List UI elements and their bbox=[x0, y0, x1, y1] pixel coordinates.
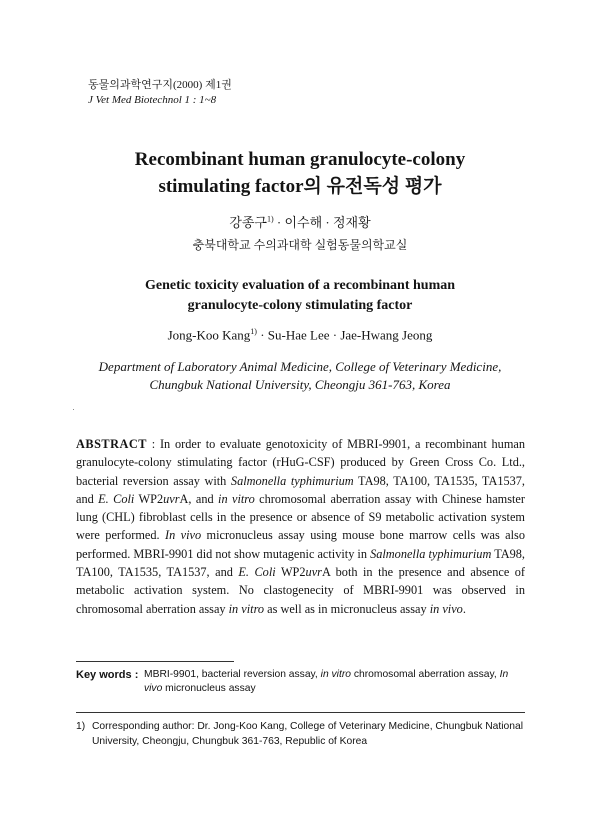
title-english bbox=[0, 276, 600, 316]
abstract-italic: uvr bbox=[305, 565, 322, 580]
abstract-text: . bbox=[462, 601, 466, 616]
author-first-en: Jong-Koo Kang bbox=[167, 327, 251, 343]
journal-citation bbox=[88, 78, 232, 108]
abstract-italic: E. Coli bbox=[238, 565, 276, 580]
abstract-text: In order to evaluate genotoxicity of MBRI-9901, a recombinant human granulocyte-colony stimulating factor (rHuG-CSF) produced by Green Cross Co. Ltd., bacterial reversion assay with bbox=[76, 437, 525, 488]
abstract-text: WP2 bbox=[275, 565, 306, 580]
footnote-text: Corresponding author: Dr. Jong-Koo Kang, College of Veterinary Medicine, Chungbuk National University, Cheongju, Chungbuk 361-763, Republic of Korea bbox=[92, 721, 524, 747]
authors-rest-ko: · 이수해 · 정재황 bbox=[273, 215, 371, 230]
keywords-part: MBRI-9901, bacterial reversion assay, bbox=[144, 669, 321, 680]
title-korean-line2: stimulating factor의 유전독성 평가 bbox=[158, 176, 442, 197]
keywords-italic: in vitro bbox=[320, 669, 351, 680]
keywords-label-text: Key words bbox=[76, 669, 132, 681]
abstract-text: micronucleus assay using mouse bone marrow cells was also performed. MBRI-9901 did not show mutagenic activity in bbox=[76, 528, 525, 561]
keywords-colon: : bbox=[131, 669, 139, 681]
authors-korean bbox=[0, 212, 600, 231]
author-marker-en: 1) bbox=[250, 327, 257, 336]
title-english-line1: Genetic toxicity evaluation of a recombinant human bbox=[144, 278, 456, 293]
authors-rest-en: · Su-Hae Lee · Jae-Hwang Jeong bbox=[256, 327, 433, 343]
author-first-ko: 강종구 bbox=[229, 215, 267, 230]
abstract-text: TA98, TA100, TA1535, TA1537, and bbox=[76, 473, 525, 506]
keywords bbox=[76, 668, 528, 696]
keywords-label bbox=[76, 668, 138, 682]
abstract-text: WP2 bbox=[134, 491, 164, 506]
footnote bbox=[76, 719, 528, 749]
keywords-part: micronucleus assay bbox=[162, 683, 256, 694]
abstract-text: A, and bbox=[179, 491, 219, 506]
department-line1: Department of Laboratory Animal Medicine, College of Veterinary Medicine, bbox=[98, 359, 502, 374]
abstract-italic: E. Coli bbox=[98, 491, 135, 506]
abstract-italic: in vitro bbox=[218, 491, 255, 506]
journal-name-en: J Vet Med Biotechnol 1 : 1~8 bbox=[88, 94, 217, 106]
department-affiliation bbox=[0, 358, 600, 394]
abstract-italic: in vitro bbox=[228, 601, 265, 616]
abstract-italic: Salmonella typhimurium bbox=[370, 546, 492, 561]
abstract-italic: in vivo bbox=[429, 601, 463, 616]
footnote-divider bbox=[76, 712, 525, 713]
affiliation-korean: 충북대학교 수의과대학 실험동물의학교실 bbox=[192, 238, 408, 252]
abstract-text: A both in the presence and absence of metabolic activation system. No clastogenecity of MBRI-9901 was observed in chromosomal aberration assay bbox=[76, 565, 526, 616]
title-english-line2: granulocyte-colony stimulating factor bbox=[187, 298, 413, 313]
keywords-text bbox=[144, 668, 528, 696]
abstract-label: ABSTRACT bbox=[76, 437, 147, 451]
abstract-italic: uvr bbox=[163, 491, 180, 506]
abstract-italic: In vivo bbox=[164, 528, 202, 543]
keywords-divider bbox=[76, 661, 234, 662]
journal-name-ko: 동물의과학연구지(2000) 제1권 bbox=[88, 79, 232, 91]
abstract bbox=[76, 435, 525, 618]
abstract-text: as well as in micronucleus assay bbox=[264, 601, 430, 616]
keywords-part: chromosomal aberration assay, bbox=[350, 669, 500, 680]
abstract-italic: Salmonella typhimurium bbox=[230, 473, 354, 488]
authors-english bbox=[0, 327, 600, 343]
abstract-colon: : bbox=[146, 437, 160, 451]
title-korean-line1: Recombinant human granulocyte-colony bbox=[134, 149, 466, 170]
author-marker-ko: 1) bbox=[267, 214, 274, 224]
title-korean bbox=[0, 146, 600, 200]
footnote-marker: 1) bbox=[76, 721, 86, 732]
scan-speck bbox=[73, 409, 74, 410]
abstract-text: chromosomal aberration assay with Chinese hamster lung (CHL) fibroblast cells in the presence or absence of S9 metabolic activation system were performed. bbox=[76, 491, 525, 543]
keywords-italic: In vivo bbox=[144, 669, 509, 694]
department-line2: Chungbuk National University, Cheongju 361-763, Korea bbox=[149, 377, 451, 392]
abstract-text: TA98, TA100, TA1535, TA1537, and bbox=[76, 546, 525, 580]
